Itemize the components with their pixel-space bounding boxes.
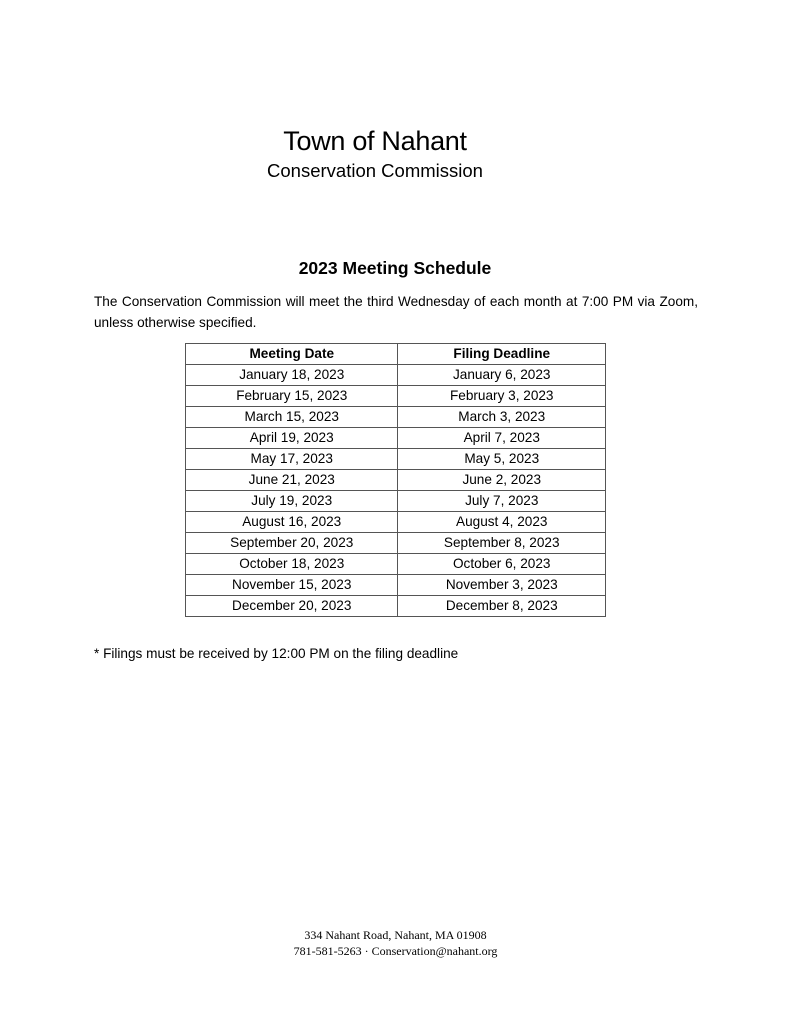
meeting-date-cell: July 19, 2023 [186, 491, 398, 512]
filing-deadline-cell: November 3, 2023 [398, 575, 606, 596]
table-header-row [186, 344, 606, 365]
filing-deadline-cell: January 6, 2023 [398, 365, 606, 386]
table-row [186, 386, 606, 407]
table-row [186, 575, 606, 596]
meeting-date-cell: August 16, 2023 [186, 512, 398, 533]
table-row [186, 533, 606, 554]
filing-deadline-cell: June 2, 2023 [398, 470, 606, 491]
footer-contact: 781-581-5263 · Conservation@nahant.org [293, 944, 498, 958]
filing-deadline-cell: December 8, 2023 [398, 596, 606, 617]
table-row [186, 407, 606, 428]
meeting-schedule-table [185, 343, 606, 617]
filing-deadline-cell: April 7, 2023 [398, 428, 606, 449]
table-row [186, 512, 606, 533]
filing-deadline-cell: July 7, 2023 [398, 491, 606, 512]
meeting-date-cell: June 21, 2023 [186, 470, 398, 491]
meeting-date-cell: March 15, 2023 [186, 407, 398, 428]
footer-address: 334 Nahant Road, Nahant, MA 01908 [304, 928, 487, 942]
filing-deadline-cell: March 3, 2023 [398, 407, 606, 428]
meeting-date-cell: October 18, 2023 [186, 554, 398, 575]
table-row [186, 554, 606, 575]
filing-deadline-cell: September 8, 2023 [398, 533, 606, 554]
table-row [186, 365, 606, 386]
table-row [186, 596, 606, 617]
meeting-date-cell: January 18, 2023 [186, 365, 398, 386]
filing-note: * Filings must be received by 12:00 PM on the filing deadline [94, 646, 459, 661]
table-row [186, 470, 606, 491]
filing-deadline-cell: October 6, 2023 [398, 554, 606, 575]
table-row [186, 428, 606, 449]
filing-deadline-cell: August 4, 2023 [398, 512, 606, 533]
meeting-date-cell: February 15, 2023 [186, 386, 398, 407]
meeting-date-cell: May 17, 2023 [186, 449, 398, 470]
intro-paragraph: The Conservation Commission will meet the third Wednesday of each month at 7:00 PM via Zoom, unless otherwise specified. [94, 294, 698, 330]
column-header-meeting-date: Meeting Date [186, 344, 398, 365]
org-subtitle: Conservation Commission [267, 160, 483, 181]
filing-deadline-cell: February 3, 2023 [398, 386, 606, 407]
schedule-title: 2023 Meeting Schedule [298, 258, 492, 278]
table-row [186, 491, 606, 512]
table-row [186, 449, 606, 470]
meeting-date-cell: April 19, 2023 [186, 428, 398, 449]
footer [0, 927, 791, 959]
org-title: Town of Nahant [283, 126, 467, 156]
meeting-date-cell: November 15, 2023 [186, 575, 398, 596]
column-header-filing-deadline: Filing Deadline [398, 344, 606, 365]
meeting-date-cell: September 20, 2023 [186, 533, 398, 554]
meeting-date-cell: December 20, 2023 [186, 596, 398, 617]
filing-deadline-cell: May 5, 2023 [398, 449, 606, 470]
